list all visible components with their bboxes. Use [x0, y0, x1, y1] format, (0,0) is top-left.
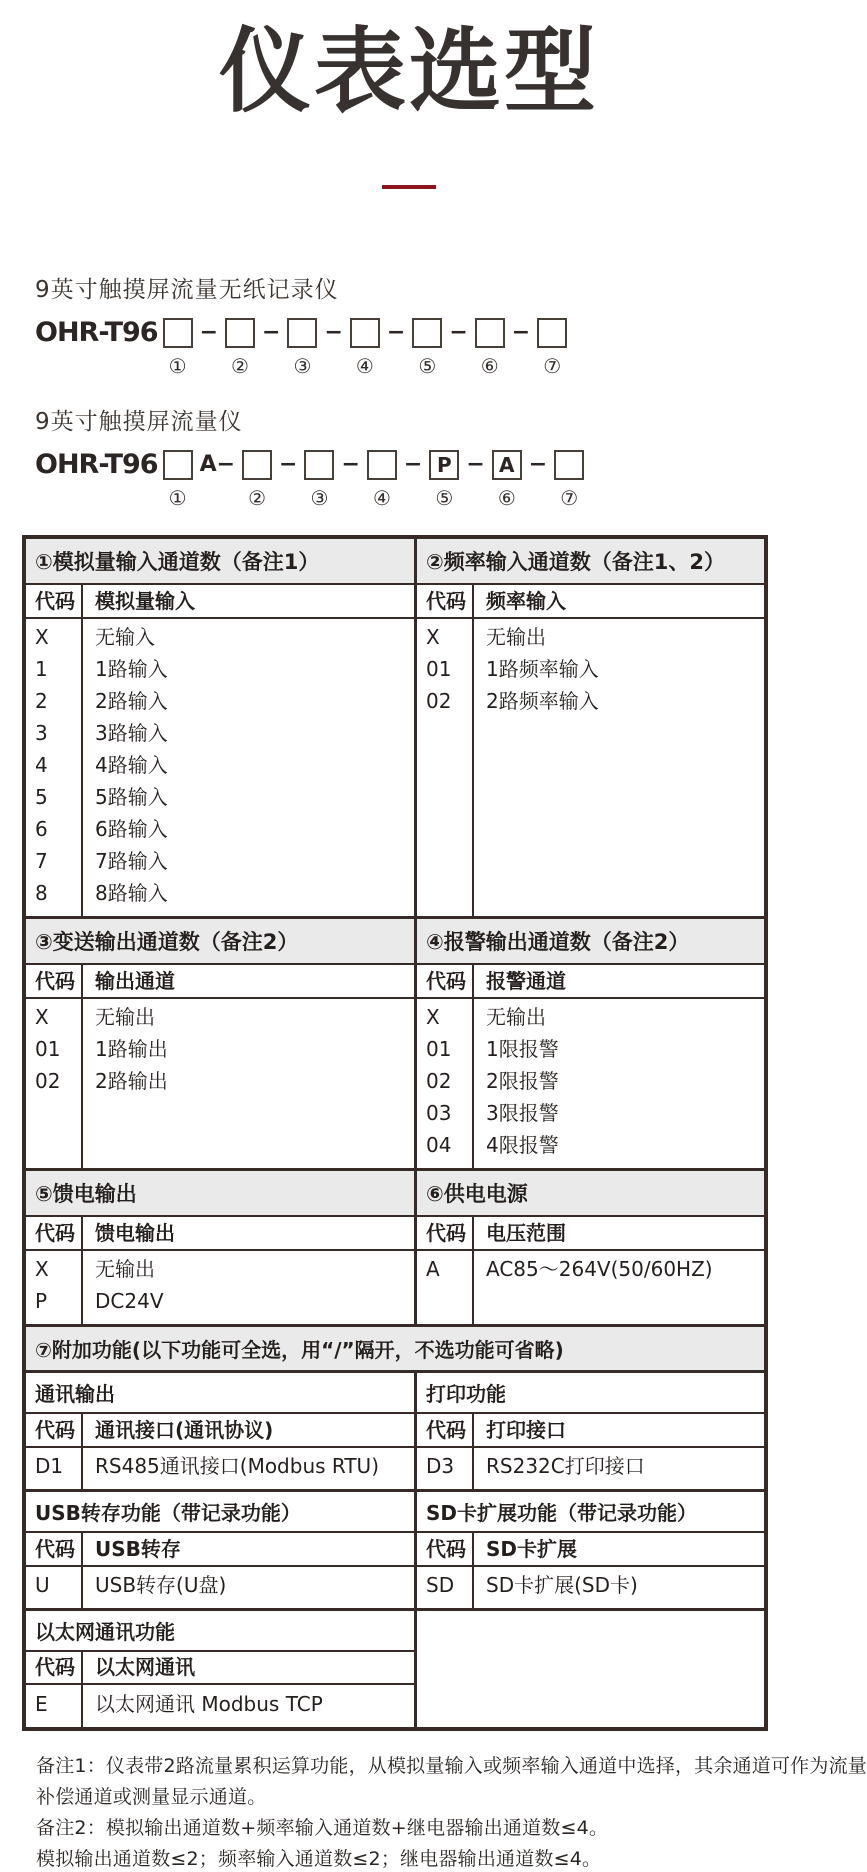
- code-header-cell: 代码: [417, 1533, 472, 1565]
- code-column: [26, 619, 83, 916]
- data-left-half: [26, 1567, 417, 1608]
- model-segment: [492, 450, 554, 509]
- column-header-row: [26, 1531, 764, 1565]
- code-cell: P: [26, 1285, 81, 1317]
- desc-column: [83, 1414, 414, 1446]
- model-coding-section: [35, 271, 790, 509]
- subsection-title-left-half: [26, 1492, 417, 1531]
- column-header-left-half: [26, 1414, 417, 1446]
- model-box-column: [492, 450, 522, 509]
- column-header-right-half: [417, 585, 764, 617]
- section-header-row: [26, 1168, 764, 1215]
- desc-cell: 7路输入: [83, 845, 414, 877]
- desc-column: [83, 1217, 414, 1249]
- model-box-column: [163, 318, 193, 377]
- model-separator: −: [324, 318, 342, 348]
- code-cell: 02: [417, 1065, 472, 1097]
- desc-cell: 3限报警: [474, 1097, 764, 1129]
- desc-cell: 1路输入: [83, 653, 414, 685]
- code-column: [26, 999, 83, 1168]
- subsection-title-cell: USB转存功能（带记录功能）: [26, 1492, 414, 1531]
- section-header-cell: ①模拟量输入通道数（备注1）: [26, 539, 414, 583]
- data-left-half: [26, 1448, 417, 1489]
- subsection-title-cell: SD卡扩展功能（带记录功能）: [417, 1492, 764, 1531]
- code-header-cell: 代码: [26, 585, 81, 617]
- subsection-title-left-half: [26, 1373, 417, 1412]
- code-cell: 3: [26, 717, 81, 749]
- desc-cell: 2路输入: [83, 685, 414, 717]
- code-cell: E: [26, 1685, 83, 1727]
- model-prefix: OHR-T96: [35, 450, 158, 480]
- section-header-cell: ⑦附加功能(以下功能可全选，用“/”隔开，不选功能可省略): [26, 1327, 764, 1370]
- column-header-row: [26, 1412, 764, 1446]
- desc-cell: DC24V: [83, 1285, 414, 1317]
- model-a-label: 9英寸触摸屏流量无纸记录仪: [35, 271, 790, 304]
- code-cell: 01: [26, 1033, 81, 1065]
- model-line-a: [35, 318, 790, 377]
- desc-cell: USB转存(U盘): [83, 1569, 414, 1601]
- code-header-cell: 代码: [417, 1217, 472, 1249]
- data-left-half: [26, 619, 417, 916]
- desc-header-cell: SD卡扩展: [474, 1533, 764, 1565]
- model-box-column: [367, 450, 397, 509]
- footnote-line: 备注1：仪表带2路流量累积运算功能，从模拟量输入或频率输入通道中选择，其余通道可作为流量: [36, 1753, 752, 1780]
- model-segment: [242, 450, 304, 509]
- circle-number: ⑦: [543, 355, 561, 377]
- desc-column: [474, 585, 764, 617]
- circle-number: ①: [169, 355, 187, 377]
- model-segment: [367, 450, 429, 509]
- code-column: [417, 965, 474, 997]
- desc-cell: 6路输入: [83, 813, 414, 845]
- model-box: [412, 318, 442, 348]
- model-separator: −: [449, 318, 467, 348]
- circle-number: ②: [248, 487, 266, 509]
- model-segment: [429, 450, 491, 509]
- model-box: [350, 318, 380, 348]
- model-separator: −: [387, 318, 405, 348]
- desc-column: [83, 1567, 414, 1608]
- code-column: [417, 1448, 474, 1489]
- data-rows-band: [26, 617, 764, 916]
- subsection-title-right-half: [417, 1373, 764, 1412]
- subsection-title-cell: 通讯输出: [26, 1373, 414, 1412]
- code-column: [26, 965, 83, 997]
- desc-column: [474, 619, 764, 916]
- model-box-column: [287, 318, 317, 377]
- desc-cell: 2路输出: [83, 1065, 414, 1097]
- section-header-left-half: [26, 1171, 417, 1215]
- code-cell: 4: [26, 749, 81, 781]
- model-box: [367, 450, 397, 480]
- code-column: [26, 1414, 83, 1446]
- data-right-half: [417, 1567, 764, 1608]
- footnote-line: 备注2：模拟输出通道数+频率输入通道数+继电器输出通道数≤4。: [36, 1815, 752, 1842]
- model-separator: A−: [200, 450, 235, 480]
- desc-column: [474, 965, 764, 997]
- desc-column: [83, 965, 414, 997]
- data-right-half: [417, 1448, 764, 1489]
- desc-header-cell: USB转存: [83, 1533, 414, 1565]
- model-box: [242, 450, 272, 480]
- page-title: 仪表选型: [14, 24, 804, 121]
- code-header-cell: 代码: [26, 1533, 81, 1565]
- desc-cell: 2路频率输入: [474, 685, 764, 717]
- column-header-row: [26, 1215, 764, 1249]
- model-separator: −: [341, 450, 359, 480]
- desc-cell: 无输入: [83, 621, 414, 653]
- model-box-column: [225, 318, 255, 377]
- code-cell: SD: [417, 1569, 472, 1601]
- desc-cell: 4路输入: [83, 749, 414, 781]
- column-header-left-half: [26, 585, 417, 617]
- section-header-cell: ⑥供电电源: [417, 1171, 764, 1215]
- model-box: [287, 318, 317, 348]
- model-box: [304, 450, 334, 480]
- code-column: [417, 1533, 474, 1565]
- circle-number: ③: [293, 355, 311, 377]
- code-header-cell: 代码: [417, 585, 472, 617]
- model-box-filled: A: [492, 450, 522, 480]
- model-box: [475, 318, 505, 348]
- code-column: [417, 619, 474, 916]
- model-segment: [163, 318, 225, 377]
- model-separator: −: [466, 450, 484, 480]
- desc-cell: AC85～264V(50/60HZ): [474, 1253, 764, 1285]
- desc-header-cell: 以太网通讯: [83, 1652, 414, 1683]
- model-separator: −: [279, 450, 297, 480]
- desc-header-cell: 通讯接口(通讯协议): [83, 1414, 414, 1446]
- code-cell: X: [26, 1253, 81, 1285]
- code-cell: D3: [417, 1450, 472, 1482]
- code-header-cell: 代码: [26, 965, 81, 997]
- model-box: [163, 450, 193, 480]
- section-header-cell: ④报警输出通道数（备注2）: [417, 919, 764, 963]
- column-header-right-half: [417, 1217, 764, 1249]
- code-cell: A: [417, 1253, 472, 1285]
- model-box: [163, 318, 193, 348]
- model-line-b: [35, 450, 790, 509]
- section-header-row: [26, 539, 764, 583]
- code-column: [417, 1414, 474, 1446]
- code-cell: 5: [26, 781, 81, 813]
- desc-header-cell: 模拟量输入: [83, 585, 414, 617]
- empty-merged-cell: [417, 1611, 764, 1727]
- subsection-title-row: [26, 1489, 764, 1531]
- code-cell: 7: [26, 845, 81, 877]
- model-separator: −: [200, 318, 218, 348]
- desc-cell: RS232C打印接口: [474, 1450, 764, 1482]
- desc-column: [83, 585, 414, 617]
- desc-cell: 5路输入: [83, 781, 414, 813]
- document-page: [0, 24, 790, 1858]
- model-separator: −: [262, 318, 280, 348]
- code-cell: X: [417, 1001, 472, 1033]
- desc-cell: 以太网通讯 Modbus TCP: [83, 1685, 414, 1727]
- model-segment: [537, 318, 567, 377]
- desc-header-cell: 馈电输出: [83, 1217, 414, 1249]
- data-row: [26, 1685, 414, 1727]
- desc-column: [474, 1533, 764, 1565]
- ethernet-left-half: [26, 1611, 417, 1727]
- code-cell: 1: [26, 653, 81, 685]
- section-header-row-full: [26, 1324, 764, 1370]
- section-header-left-half: [26, 919, 417, 963]
- subsection-title-cell: 以太网通讯功能: [26, 1611, 414, 1652]
- desc-column: [474, 1567, 764, 1608]
- desc-cell: 无输出: [474, 621, 764, 653]
- subsection-title-row: [26, 1370, 764, 1412]
- desc-column: [83, 1251, 414, 1324]
- code-header-cell: 代码: [26, 1217, 81, 1249]
- model-box-column: [242, 450, 272, 509]
- circle-number: ⑥: [498, 487, 516, 509]
- desc-column: [83, 619, 414, 916]
- code-cell: D1: [26, 1450, 81, 1482]
- code-cell: X: [26, 621, 81, 653]
- desc-column: [474, 1251, 764, 1324]
- column-header-right-half: [417, 1533, 764, 1565]
- desc-cell: RS485通讯接口(Modbus RTU): [83, 1450, 414, 1482]
- circle-number: ⑥: [481, 355, 499, 377]
- code-header-cell: 代码: [417, 1414, 472, 1446]
- model-segment: [554, 450, 584, 509]
- data-left-half: [26, 999, 417, 1168]
- code-column: [417, 1217, 474, 1249]
- data-rows-band: [26, 1446, 764, 1489]
- model-prefix: OHR-T96: [35, 318, 158, 348]
- model-box: [537, 318, 567, 348]
- model-box-column: [429, 450, 459, 509]
- desc-column: [83, 1448, 414, 1489]
- desc-cell: 1限报警: [474, 1033, 764, 1065]
- model-segment: [304, 450, 366, 509]
- section-header-cell: ③变送输出通道数（备注2）: [26, 919, 414, 963]
- code-cell: 04: [417, 1129, 472, 1161]
- circle-number: ⑤: [418, 355, 436, 377]
- code-column: [26, 585, 83, 617]
- desc-cell: 3路输入: [83, 717, 414, 749]
- code-column: [26, 1533, 83, 1565]
- desc-header-cell: 输出通道: [83, 965, 414, 997]
- model-separator: −: [404, 450, 422, 480]
- code-column: [417, 585, 474, 617]
- code-cell: 6: [26, 813, 81, 845]
- code-cell: 02: [417, 685, 472, 717]
- model-separator: −: [529, 450, 547, 480]
- desc-cell: 1路输出: [83, 1033, 414, 1065]
- code-cell: 2: [26, 685, 81, 717]
- column-header-row: [26, 963, 764, 997]
- code-cell: 01: [417, 1033, 472, 1065]
- code-column: [26, 1448, 83, 1489]
- code-cell: 02: [26, 1065, 81, 1097]
- desc-cell: 无输出: [474, 1001, 764, 1033]
- model-box-column: [163, 450, 193, 509]
- footnote-line: 模拟输出通道数≤2；频率输入通道数≤2；继电器输出通道数≤4。: [36, 1846, 752, 1872]
- model-segment: [225, 318, 287, 377]
- data-rows-band: [26, 1249, 764, 1324]
- desc-column: [474, 1414, 764, 1446]
- section-header-right-half: [417, 919, 764, 963]
- data-rows-band: [26, 1565, 764, 1608]
- selection-table: [22, 535, 768, 1731]
- model-box: [554, 450, 584, 480]
- desc-header-cell: 电压范围: [474, 1217, 764, 1249]
- column-header-left-half: [26, 1533, 417, 1565]
- column-header-left-half: [26, 965, 417, 997]
- column-header-row: [26, 583, 764, 617]
- code-cell: X: [26, 1001, 81, 1033]
- desc-cell: 4限报警: [474, 1129, 764, 1161]
- code-cell: 8: [26, 877, 81, 909]
- title-accent-dash: [382, 185, 436, 189]
- data-rows-band: [26, 997, 764, 1168]
- desc-cell: 无输出: [83, 1253, 414, 1285]
- code-column: [417, 999, 474, 1168]
- circle-number: ①: [169, 487, 187, 509]
- code-column: [417, 1567, 474, 1608]
- model-segment: [475, 318, 537, 377]
- column-header-left-half: [26, 1217, 417, 1249]
- desc-header-cell: 频率输入: [474, 585, 764, 617]
- circle-number: ⑦: [560, 487, 578, 509]
- column-header-right-half: [417, 965, 764, 997]
- model-box-column: [537, 318, 567, 377]
- data-right-half: [417, 619, 764, 916]
- circle-number: ③: [311, 487, 329, 509]
- code-header-cell: 代码: [26, 1652, 83, 1683]
- column-header-row: [26, 1652, 414, 1685]
- section-header-cell: ⑤馈电输出: [26, 1171, 414, 1215]
- circle-number: ④: [356, 355, 374, 377]
- section-header-left-half: [26, 539, 417, 583]
- desc-cell: 无输出: [83, 1001, 414, 1033]
- code-header-cell: 代码: [26, 1414, 81, 1446]
- desc-header-cell: 报警通道: [474, 965, 764, 997]
- model-b-label: 9英寸触摸屏流量仪: [35, 403, 790, 436]
- code-cell: 01: [417, 653, 472, 685]
- model-box-column: [475, 318, 505, 377]
- data-right-half: [417, 999, 764, 1168]
- section-header-row: [26, 916, 764, 963]
- circle-number: ④: [373, 487, 391, 509]
- model-box-filled: P: [429, 450, 459, 480]
- desc-column: [474, 1217, 764, 1249]
- section-header-right-half: [417, 1171, 764, 1215]
- model-box-column: [304, 450, 334, 509]
- ethernet-group-band: [26, 1608, 764, 1727]
- desc-cell: SD卡扩展(SD卡): [474, 1569, 764, 1601]
- model-box-column: [412, 318, 442, 377]
- code-cell: X: [417, 621, 472, 653]
- section-header-right-half: [417, 539, 764, 583]
- desc-cell: 2限报警: [474, 1065, 764, 1097]
- code-column: [26, 1217, 83, 1249]
- data-left-half: [26, 1251, 417, 1324]
- model-box-column: [554, 450, 584, 509]
- model-segment: [412, 318, 474, 377]
- desc-column: [83, 1533, 414, 1565]
- desc-column: [474, 999, 764, 1168]
- desc-header-cell: 打印接口: [474, 1414, 764, 1446]
- code-cell: U: [26, 1569, 81, 1601]
- section-header-cell: ②频率输入通道数（备注1、2）: [417, 539, 764, 583]
- desc-column: [83, 999, 414, 1168]
- subsection-title-cell: 打印功能: [417, 1373, 764, 1412]
- desc-column: [474, 1448, 764, 1489]
- data-right-half: [417, 1251, 764, 1324]
- code-column: [26, 1251, 83, 1324]
- subsection-title-right-half: [417, 1492, 764, 1531]
- code-cell: 03: [417, 1097, 472, 1129]
- model-segment: [287, 318, 349, 377]
- circle-number: ②: [231, 355, 249, 377]
- code-column: [417, 1251, 474, 1324]
- footnote-line: 补偿通道或测量显示通道。: [36, 1784, 752, 1811]
- circle-number: ⑤: [435, 487, 453, 509]
- desc-cell: 8路输入: [83, 877, 414, 909]
- footnotes: [36, 1753, 752, 1872]
- model-segment: [163, 450, 242, 509]
- model-box-column: [350, 318, 380, 377]
- model-box: [225, 318, 255, 348]
- column-header-right-half: [417, 1414, 764, 1446]
- code-header-cell: 代码: [417, 965, 472, 997]
- model-segment: [350, 318, 412, 377]
- code-column: [26, 1567, 83, 1608]
- model-separator: −: [512, 318, 530, 348]
- desc-cell: 1路频率输入: [474, 653, 764, 685]
